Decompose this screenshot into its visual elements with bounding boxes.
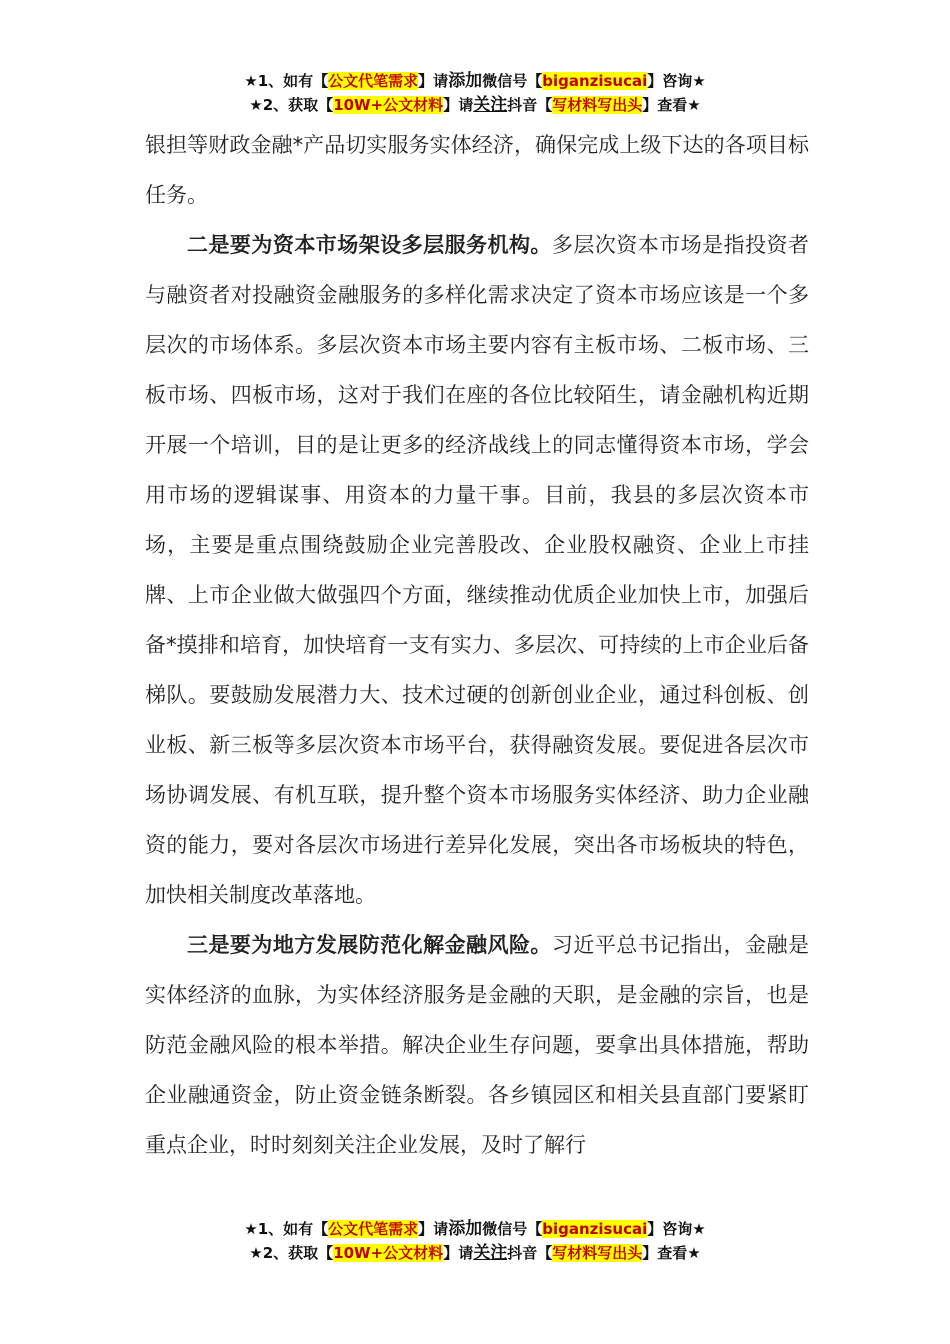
footer-highlight-materials: 10W+公文材料 — [333, 1244, 444, 1262]
footer-line-1-prefix: ★1、如有【 — [244, 1220, 329, 1238]
footer-highlight-service: 公文代笔需求 — [328, 1220, 419, 1238]
header-line-1 — [0, 69, 950, 93]
footer-line-1-mid2: 微信号【 — [482, 1220, 543, 1238]
paragraph-3 — [145, 920, 809, 1170]
document-body — [145, 120, 809, 1170]
footer-highlight-douyin: 写材料写出头 — [552, 1244, 643, 1262]
footer-line-2 — [0, 1241, 950, 1265]
footer-highlight-wechat: biganzisucai — [542, 1220, 648, 1238]
header-line-1-mid: 】请 — [418, 72, 449, 90]
paragraph-2 — [145, 220, 809, 920]
paragraph-2-lead: 二是要为资本市场架设多层服务机构。 — [187, 233, 552, 257]
footer-line-1-suffix: 】咨询★ — [647, 1220, 706, 1238]
footer-line-1-mid: 】请 — [418, 1220, 449, 1238]
header-highlight-service: 公文代笔需求 — [328, 72, 419, 90]
header-highlight-douyin: 写材料写出头 — [552, 96, 643, 114]
paragraph-2-text: 多层次资本市场是指投资者与融资者对投融资金融服务的多样化需求决定了资本市场应该是一个多层次的市场体系。多层次资本市场主要内容有主板市场、二板市场、三板市场、四板市场，这对于我们在座的各位比较陌生，请金融机构近期开展一个培训，目的是让更多的经济战线上的同志懂得资本市场，学会用市场的逻辑谋事、用资本的力量干事。目前，我县的多层次资本市场，主要是重点围绕鼓励企业完善股改、企业股权融资、企业上市挂牌、上市企业做大做强四个方面，继续推动优质企业加快上市，加强后备*摸排和培育，加快培育一支有实力、多层次、可持续的上市企业后备梯队。要鼓励发展潜力大、技术过硬的创新创业企业，通过科创板、创业板、新三板等多层次资本市场平台，获得融资发展。要促进各层次市场协调发展、有机互联，提升整个资本市场服务实体经济、助力企业融资的能力，要对各层次市场进行差异化发展，突出各市场板块的特色，加快相关制度改革落地。 — [145, 233, 810, 907]
header-line-1-suffix: 】咨询★ — [647, 72, 706, 90]
header-highlight-wechat: biganzisucai — [542, 72, 648, 90]
footer-emphasis-add: 添加 — [448, 1219, 483, 1239]
header-line-1-prefix: ★1、如有【 — [244, 72, 329, 90]
footer-line-2-mid2: 抖音【 — [507, 1244, 553, 1262]
paragraph-3-text: 习近平总书记指出，金融是实体经济的血脉，为实体经济服务是金融的天职，是金融的宗旨，也是防范金融风险的根本举措。解决企业生存问题，要拿出具体措施，帮助企业融通资金，防止资金链条断裂。各乡镇园区和相关县直部门要紧盯重点企业，时时刻刻关注企业发展，及时了解行 — [145, 933, 810, 1157]
footer-emphasis-follow: 关注 — [473, 1243, 508, 1263]
footer-line-1 — [0, 1217, 950, 1241]
header-line-2-suffix: 】查看★ — [642, 96, 701, 114]
footer-line-2-mid: 】请 — [443, 1244, 474, 1262]
header-highlight-materials: 10W+公文材料 — [333, 96, 444, 114]
header-line-2-prefix: ★2、获取【 — [249, 96, 334, 114]
paragraph-1: 银担等财政金融*产品切实服务实体经济，确保完成上级下达的各项目标任务。 — [145, 133, 809, 207]
header-line-2-mid2: 抖音【 — [507, 96, 553, 114]
header-emphasis-follow: 关注 — [473, 95, 508, 115]
footer-banner — [0, 1217, 950, 1265]
header-banner — [0, 69, 950, 117]
paragraph-3-lead: 三是要为地方发展防范化解金融风险。 — [187, 933, 552, 957]
header-line-2-mid: 】请 — [443, 96, 474, 114]
footer-line-2-suffix: 】查看★ — [642, 1244, 701, 1262]
header-emphasis-add: 添加 — [448, 71, 483, 91]
header-line-2 — [0, 93, 950, 117]
header-line-1-mid2: 微信号【 — [482, 72, 543, 90]
footer-line-2-prefix: ★2、获取【 — [249, 1244, 334, 1262]
